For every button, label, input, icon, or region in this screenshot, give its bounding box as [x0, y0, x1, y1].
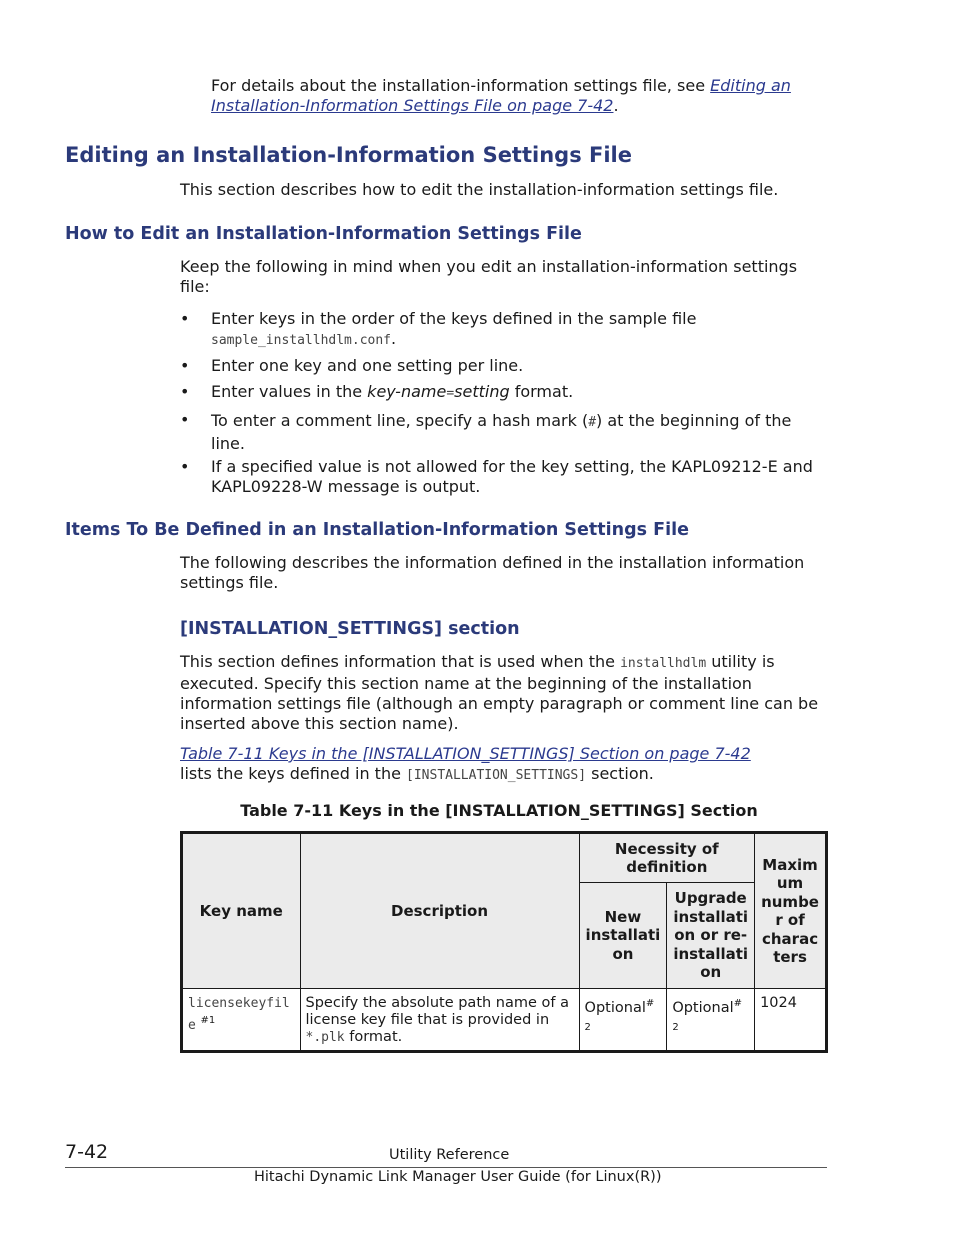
table-ref-before: lists the keys defined in the	[180, 764, 407, 783]
footer-divider	[65, 1167, 827, 1168]
bullet1-text: Enter keys in the order of the keys defined in the sample file	[211, 309, 697, 328]
subsection-p1-after: utility is executed. Specify this section name at the beginning of the installation information settings file (although an empty paragraph or comment line can be inserted above this section name).	[180, 652, 819, 733]
section3-body: The following describes the information defined in the installation information settings file.	[180, 553, 805, 592]
table-ref-code: [INSTALLATION_SETTINGS]	[406, 768, 587, 783]
cell-key-name	[182, 989, 301, 1052]
section2-body: Keep the following in mind when you edit an installation-information settings file:	[180, 257, 798, 296]
bullet3-before: Enter values in the	[211, 382, 368, 401]
bullet3-key: key-name	[367, 382, 447, 401]
upgrade-sup: #	[733, 998, 743, 1009]
subsection-p1-code: installhdlm	[620, 656, 707, 671]
header-key-name: Key name	[182, 833, 301, 989]
section-heading-items: Items To Be Defined in an Installation-Information Settings File	[65, 520, 689, 540]
bullet4-before: To enter a comment line, specify a hash mark (	[211, 411, 589, 430]
subsection-paragraph	[180, 652, 828, 734]
header-upgrade-installation: Upgrade installati on or re-installati on	[667, 883, 755, 989]
key-name-code: licensekeyfile	[188, 996, 290, 1033]
cell-max-chars: 1024	[755, 989, 827, 1052]
bullet2-text: Enter one key and one setting per line.	[211, 356, 524, 375]
bullet3-after: format.	[509, 382, 574, 401]
key-name-note: #1	[200, 1015, 216, 1026]
bullet-marker: •	[180, 382, 190, 401]
list-item	[211, 356, 826, 376]
intro-period: .	[613, 96, 619, 115]
cell-new-installation	[579, 989, 667, 1052]
subsection-heading: [INSTALLATION_SETTINGS] section	[180, 619, 520, 639]
page-number: 7-42	[65, 1141, 109, 1163]
table-caption: Table 7-11 Keys in the [INSTALLATION_SETTINGS] Section	[240, 801, 758, 820]
new-install-note: 2	[584, 1021, 591, 1033]
bullet4-after: ) at the beginning of the line.	[211, 411, 792, 453]
list-item	[211, 309, 826, 351]
header-necessity: Necessity of definition	[579, 833, 755, 883]
bullet3-setting: setting	[454, 382, 510, 401]
header-new-installation: New installati on	[579, 883, 667, 989]
table-ref-after: section.	[586, 764, 654, 783]
description-code: *.plk	[305, 1030, 345, 1045]
bullet4-code: #	[588, 415, 597, 430]
bullet1-after: .	[391, 329, 397, 348]
section-heading-how-to-edit: How to Edit an Installation-Information Settings File	[65, 224, 582, 244]
cell-upgrade-installation	[667, 989, 755, 1052]
bullet1-code: sample_installhdlm.conf	[211, 333, 392, 348]
footer-section-name: Utility Reference	[389, 1147, 510, 1163]
new-install-value: Optional	[584, 999, 646, 1016]
list-item	[211, 457, 826, 497]
bullet-marker: •	[180, 309, 190, 328]
description-after: format.	[344, 1029, 403, 1045]
keys-table	[180, 831, 828, 1053]
bullet-marker: •	[180, 410, 190, 429]
new-install-sup: #	[645, 998, 655, 1009]
bullet-marker: •	[180, 457, 190, 476]
section1-body: This section describes how to edit the installation-information settings file.	[180, 180, 779, 199]
section-heading-editing: Editing an Installation-Information Settings File	[65, 143, 632, 167]
list-item	[211, 382, 826, 404]
table-row	[182, 989, 827, 1052]
bullet5-text: If a specified value is not allowed for the key setting, the KAPL09212-E and KAPL09228-W message is output.	[211, 457, 813, 496]
list-item	[211, 410, 826, 454]
description-text: Specify the absolute path name of a license key file that is provided in	[305, 995, 569, 1028]
cell-description	[300, 989, 579, 1052]
intro-text: For details about the installation-information settings file, see	[211, 76, 711, 95]
upgrade-note: 2	[672, 1021, 679, 1033]
footer-book-title: Hitachi Dynamic Link Manager User Guide (for Linux(R))	[254, 1169, 662, 1185]
upgrade-value: Optional	[672, 999, 734, 1016]
table-link[interactable]: Table 7-11 Keys in the [INSTALLATION_SETTINGS] Section on page 7-42	[180, 744, 751, 763]
bullet3-eq: =	[446, 386, 455, 401]
intro-paragraph	[211, 76, 826, 116]
table-reference-paragraph	[180, 744, 828, 786]
header-max-chars: Maxim um numbe r of charac ters	[755, 833, 827, 989]
subsection-p1-before: This section defines information that is used when the	[180, 652, 621, 671]
bullet-marker: •	[180, 356, 190, 375]
intro-link[interactable]: Editing an Installation-Information Settings File on page 7-42	[211, 76, 791, 115]
header-description: Description	[300, 833, 579, 989]
